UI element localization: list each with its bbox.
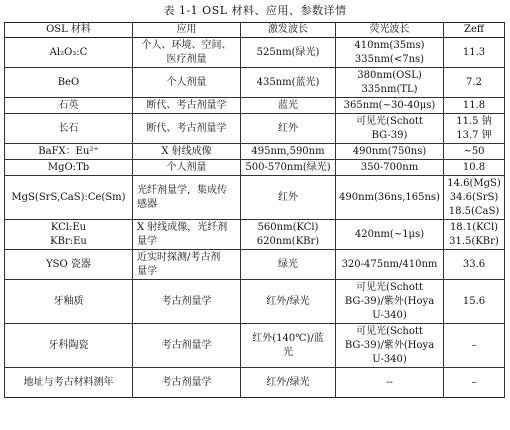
cell-application: 考古剂量学 — [133, 280, 241, 324]
osl-materials-table — [4, 22, 505, 398]
cell-excitation: 435nm(蓝光) — [241, 68, 336, 98]
cell-emission: 可见光(Schott BG-39) — [336, 114, 444, 144]
table-row — [5, 176, 505, 220]
cell-zeff: 11.3 — [444, 38, 505, 68]
cell-zeff: – — [444, 324, 505, 368]
cell-application: 断代、考古剂量学 — [133, 114, 241, 144]
cell-zeff: 11.8 — [444, 98, 505, 114]
cell-application: 个人剂量 — [133, 68, 241, 98]
cell-application: 近实时探测/考古剂 量学 — [133, 250, 241, 280]
cell-material: 石英 — [5, 98, 133, 114]
cell-zeff: 33.6 — [444, 250, 505, 280]
cell-material: Al₂O₃:C — [5, 38, 133, 68]
table-row — [5, 368, 505, 398]
cell-application: 个人剂量 — [133, 160, 241, 176]
table-row — [5, 250, 505, 280]
header-application: 应用 — [133, 23, 241, 38]
cell-application: X 射线成像 — [133, 144, 241, 160]
cell-zeff: ~50 — [444, 144, 505, 160]
header-zeff: Zeff — [444, 23, 505, 38]
table-row — [5, 160, 505, 176]
cell-excitation: 蓝光 — [241, 98, 336, 114]
cell-excitation: 500-570nm(绿光) — [241, 160, 336, 176]
cell-excitation: 红外/绿光 — [241, 280, 336, 324]
cell-application: 考古剂量学 — [133, 324, 241, 368]
table-header-row — [5, 23, 505, 38]
header-material: OSL 材料 — [5, 23, 133, 38]
table-row — [5, 280, 505, 324]
cell-excitation: 495nm,590nm — [241, 144, 336, 160]
cell-zeff: 18.1(KCl) 31.5(KBr) — [444, 220, 505, 250]
table-caption: 表 1-1 OSL 材料、应用、参数详情 — [163, 4, 347, 17]
cell-material: BaFX：Eu²⁺ — [5, 144, 133, 160]
cell-emission: -- — [336, 368, 444, 398]
cell-excitation: 绿光 — [241, 250, 336, 280]
cell-zeff: 11.5 钠 13.7 钾 — [444, 114, 505, 144]
table-row — [5, 68, 505, 98]
cell-material: BeO — [5, 68, 133, 98]
cell-emission: 410nm(35ms) 335nm(<7ns) — [336, 38, 444, 68]
cell-emission: 380nm(OSL) 335nm(TL) — [336, 68, 444, 98]
table-row — [5, 220, 505, 250]
cell-zeff: 10.8 — [444, 160, 505, 176]
cell-material: 地址与考古材料测年 — [5, 368, 133, 398]
cell-excitation: 红外(140℃)/蓝 光 — [241, 324, 336, 368]
header-emission-wavelength: 荧光波长 — [336, 23, 444, 38]
cell-zeff: – — [444, 368, 505, 398]
header-excitation-wavelength: 激发波长 — [241, 23, 336, 38]
cell-application: X 射线成像，光纤剂 量学 — [133, 220, 241, 250]
cell-zeff: 15.6 — [444, 280, 505, 324]
table-row — [5, 98, 505, 114]
cell-excitation: 560nm(KCl) 620nm(KBr) — [241, 220, 336, 250]
cell-material: 长石 — [5, 114, 133, 144]
cell-emission: 可见光(Schott BG-39)/紫外(Hoya U-340) — [336, 324, 444, 368]
cell-material: 牙釉质 — [5, 280, 133, 324]
cell-application: 个人、环境、空间、 医疗剂量 — [133, 38, 241, 68]
cell-emission: 490nm(750ns) — [336, 144, 444, 160]
cell-emission: 320-475nm/410nm — [336, 250, 444, 280]
cell-emission: 490nm(36ns,165ns) — [336, 176, 444, 220]
cell-material: YSO 瓷器 — [5, 250, 133, 280]
cell-application: 考古剂量学 — [133, 368, 241, 398]
cell-excitation: 525nm(绿光) — [241, 38, 336, 68]
table-row — [5, 324, 505, 368]
cell-application: 断代、考古剂量学 — [133, 98, 241, 114]
cell-emission: 350-700nm — [336, 160, 444, 176]
cell-zeff: 7.2 — [444, 68, 505, 98]
cell-material: MgS(SrS,CaS):Ce(Sm) — [5, 176, 133, 220]
cell-excitation: 红外 — [241, 176, 336, 220]
table-row — [5, 144, 505, 160]
cell-emission: 可见光(Schott BG-39)/紫外(Hoya U-340) — [336, 280, 444, 324]
cell-material: 牙科陶瓷 — [5, 324, 133, 368]
cell-emission: 365nm(~30-40μs) — [336, 98, 444, 114]
cell-emission: 420nm(~1μs) — [336, 220, 444, 250]
cell-zeff: 14.6(MgS) 34.6(SrS) 18.5(CaS) — [444, 176, 505, 220]
table-row — [5, 38, 505, 68]
cell-excitation: 红外/绿光 — [241, 368, 336, 398]
cell-excitation: 红外 — [241, 114, 336, 144]
cell-material: MgO:Tb — [5, 160, 133, 176]
cell-application: 光纤剂量学，集成传 感器 — [133, 176, 241, 220]
cell-material: KCl:Eu KBr:Eu — [5, 220, 133, 250]
table-row — [5, 114, 505, 144]
